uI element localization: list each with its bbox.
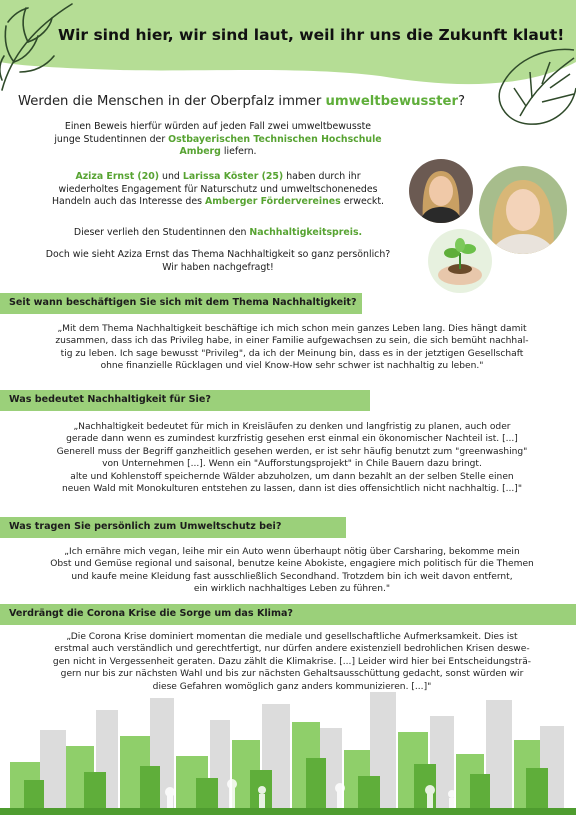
intro-line: Einen Beweis hierfür würden auf jeden Fall zwei umweltbewusste <box>64 121 372 132</box>
answer-line: gern nur bis zur nächsten Wahl und bis zur nächsten Gehaltsausschüttung gedacht, sonst würden wir <box>60 669 524 680</box>
intro-text: Handeln auch das Interesse des <box>52 196 205 208</box>
answer-block <box>14 323 570 373</box>
headline-highlight: umweltbewusster <box>325 94 458 109</box>
question-text: Was tragen Sie persönlich zum Umweltschutz bei? <box>9 521 282 532</box>
intro-text: haben durch ihr <box>283 171 361 182</box>
question-text: Verdrängt die Corona Krise die Sorge um das Klima? <box>9 608 293 619</box>
portrait-photo-aziza <box>409 159 473 223</box>
banner-title: Wir sind hier, wir sind laut, weil ihr uns die Zukunft klaut! <box>58 26 565 44</box>
monstera-leaf-icon <box>490 44 576 128</box>
answer-line: von Unternehmen [...]. Wenn ein "Aufforstungsprojekt" in Chile Bauern dazu bringt. <box>102 459 482 470</box>
award-name: Nachhaltigkeitspreis. <box>249 227 363 238</box>
question-bar <box>0 390 370 411</box>
headline-text: Werden die Menschen in der Oberpfalz immer <box>18 94 326 109</box>
answer-line: ohne finanzielle Rücklagen und viel Know-How sehr schwer ist nachhaltig zu leben." <box>100 361 484 372</box>
intro-paragraph-4 <box>18 249 418 274</box>
question-bar <box>0 293 362 314</box>
answer-block <box>14 546 570 596</box>
intro-line <box>18 171 418 184</box>
answer-line: „Ich ernähre mich vegan, leihe mir ein Auto wenn überhaupt nötig über Carsharing, bekomme mein <box>64 547 520 557</box>
intro-line <box>18 146 418 159</box>
question-text: Was bedeutet Nachhaltigkeit für Sie? <box>9 394 211 405</box>
intro-text: erweckt. <box>340 196 384 208</box>
city-name: Amberg <box>179 146 221 158</box>
answer-line: alte und Kohlenstoff speichernde Wälder abzuholzen, um dann bezahlt an der selben Stelle einen <box>70 471 514 482</box>
headline <box>18 94 465 109</box>
headline-suffix: ? <box>458 94 465 109</box>
answer-line: „Die Corona Krise dominiert momentan die mediale und gesellschaftliche Aufmerksamkeit. Dies ist <box>66 632 518 642</box>
answer-line: „Mit dem Thema Nachhaltigkeit beschäftige ich mich schon mein ganzes Leben lang. Dies hängt damit <box>57 324 527 334</box>
intro-line: Doch wie sieht Aziza Ernst das Thema Nachhaltigkeit so ganz persönlich? <box>45 249 391 260</box>
answer-line: Obst und Gemüse regional und saisonal, benutze keine Abokiste, engagiere mich politisch für die Themen <box>50 559 534 570</box>
answer-line: ein wirklich nachhaltiges Leben zu führen." <box>193 584 391 595</box>
answer-line: „Nachhaltigkeit bedeutet für mich in Kreisläufen zu denken und langfristig zu planen, auch oder <box>73 422 511 432</box>
answer-line: neuen Wald mit Monokulturen entstehen zu lassen, dann ist dies offensichtlich nicht nachhaltig. [...]" <box>61 484 523 495</box>
university-name: Ostbayerischen Technischen Hochschule <box>168 133 382 145</box>
green-city-illustration <box>0 670 576 815</box>
student-name-1: Aziza Ernst (20) <box>75 171 160 182</box>
answer-line: gen nicht in Vergessenheit geraten. Dazu zählt die Klimakrise. [...] Leider wird hier bei Entscheidungsträ- <box>52 656 532 667</box>
answer-line: erstmal auch verständlich und gerechtfertigt, nur dürfen andere existenziell bedrohlichen Krisen deswe- <box>54 644 530 655</box>
plant-in-hands-photo <box>428 229 492 293</box>
portrait-photo-larissa <box>479 166 567 254</box>
intro-text: liefern. <box>220 146 257 158</box>
intro-text: junge Studentinnen der <box>54 133 169 145</box>
intro-line: wiederholtes Engagement für Naturschutz und umweltschonenedes <box>58 183 378 195</box>
question-bar <box>0 517 346 538</box>
question-text: Seit wann beschäftigen Sie sich mit dem Thema Nachhaltigkeit? <box>9 297 357 308</box>
intro-line <box>18 196 418 209</box>
leaf-decoration-icon <box>0 0 80 95</box>
intro-line: Wir haben nachgefragt! <box>162 261 274 273</box>
intro-paragraph-3 <box>18 227 418 240</box>
question-bar <box>0 604 576 625</box>
answer-line: zusammen, dass ich das Privileg habe, in einer Familie aufgewachsen zu sein, die sich bemüht nachhal- <box>55 336 529 347</box>
association-name: Amberger Fördervereines <box>204 196 341 208</box>
answer-block <box>14 421 570 495</box>
answer-line: tig zu leben. Ich sage bewusst "Privileg", da ich der Meinung bin, dass es in der jetztigen Gesellschaft <box>60 348 524 359</box>
answer-line: gerade dann wenn es zumindest kurzfristig gesehen erst einmal ein ökonomischer Nachteil ist. [...] <box>66 434 518 445</box>
intro-paragraph-1 <box>18 121 418 159</box>
answer-line: und kaufe meine Kleidung fast ausschließlich Secondhand. Trotzdem bin ich weit davon entfernt, <box>71 571 513 582</box>
intro-line <box>18 134 418 147</box>
answer-line: Generell muss der Begriff ganzheitlich gesehen werden, er ist sehr häufig benutzt zum "greenwashing" <box>56 446 528 457</box>
answer-line: diese Gefahren womöglich ganz anders kommunizieren. [...]" <box>152 681 432 692</box>
intro-paragraph-2 <box>18 171 418 209</box>
intro-text: Dieser verlieh den Studentinnen den <box>73 227 250 238</box>
student-name-2: Larissa Köster (25) <box>182 171 284 182</box>
intro-text: und <box>159 171 183 182</box>
